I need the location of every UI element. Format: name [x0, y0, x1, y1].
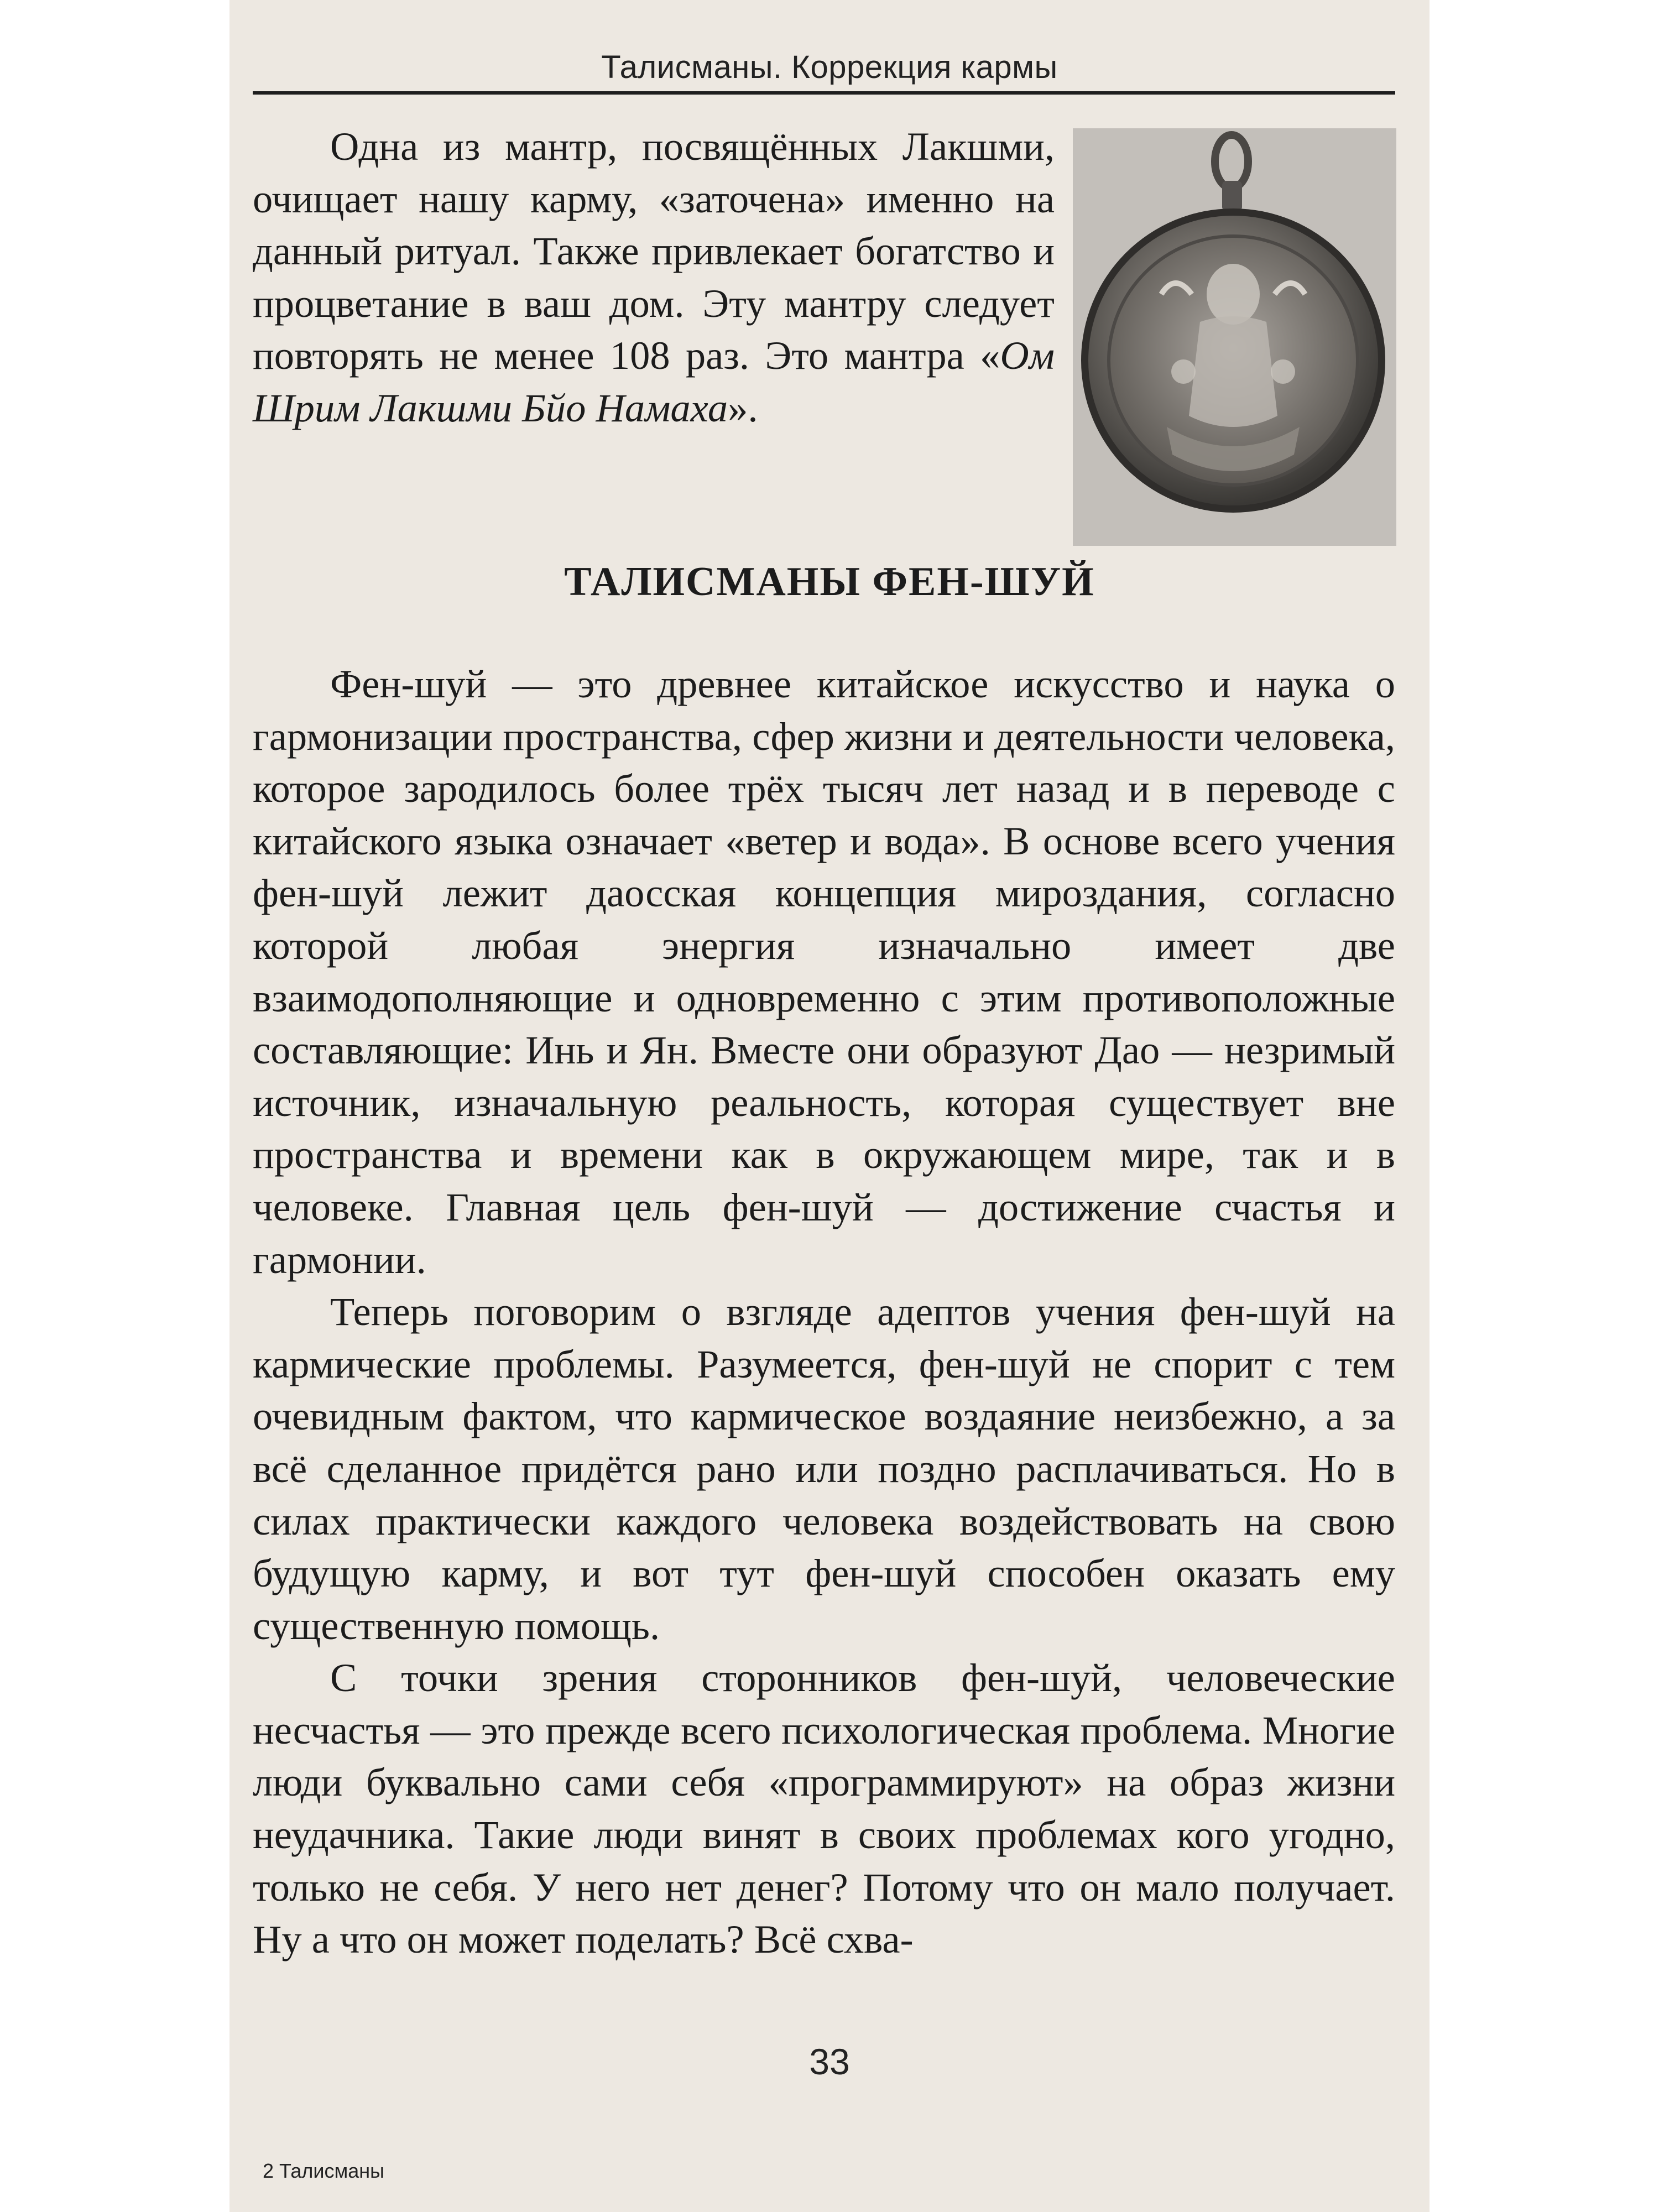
intro-paragraph — [253, 121, 1055, 435]
section-body — [253, 658, 1395, 1966]
header-rule — [253, 91, 1395, 95]
intro-text-after: ». — [728, 385, 758, 430]
section-heading: ТАЛИСМАНЫ ФЕН-ШУЙ — [564, 559, 1095, 604]
signature-mark: 2 Талисманы — [263, 2159, 385, 2182]
book-page — [229, 0, 1430, 2212]
paragraph-2: Теперь поговорим о взгляде адептов учения фен-шуй на кармические проблемы. Разумеется, фен-шуй не спорит с тем очевидным фактом, что кармическое воздаяние неизбежно, а за всё сделанное придётся рано или поздно расплачиваться. Но в силах практически каждого человека воздействовать на свою будущую карму, и вот тут фен-шуй способен оказать ему существенную помощь. — [253, 1289, 1395, 1648]
mantra-text: Ом Шрим Лакшми Бйо Намаха — [253, 333, 1055, 430]
page-number: 33 — [809, 2041, 850, 2082]
paragraph-3: С точки зрения сторонников фен-шуй, человеческие несчастья — это прежде всего психологическая проблема. Многие люди буквально сами себя «программируют» на образ жизни неудачника. Такие люди винят в своих проблемах кого угодно, только не себя. У него нет денег? Потому что он мало получает. Ну а что он может поделать? Всё схва- — [253, 1655, 1395, 1962]
intro-text-before: Одна из мантр, посвящённых Лакшми, очищает нашу карму, «заточена» именно на данный ритуал. Также привлекает богатство и процветание в ваш дом. Эту мантру следует повторять не менее 108 раз. Это мантра « — [253, 124, 1055, 378]
intro-text — [253, 121, 1055, 435]
amulet-medallion-icon — [1073, 128, 1396, 546]
running-head: Талисманы. Коррекция кармы — [601, 49, 1058, 85]
paragraph-1: Фен-шуй — это древнее китайское искусство и наука о гармонизации пространства, сфер жизни и деятельности человека, которое зародилось более трёх тысяч лет назад и в переводе с китайского языка означает «ветер и вода». В основе всего учения фен-шуй лежит даосская концепция мироздания, согласно которой любая энергия изначально имеет две взаимодополняющие и одновременно с этим противоположные составляющие: Инь и Ян. Вместе они образуют Дао — незримый источник, изначальную реальность, которая существует вне пространства и времени как в окружающем мире, так и в человеке. Главная цель фен-шуй — достижение счастья и гармонии. — [253, 661, 1395, 1282]
amulet-photo — [1073, 128, 1396, 546]
